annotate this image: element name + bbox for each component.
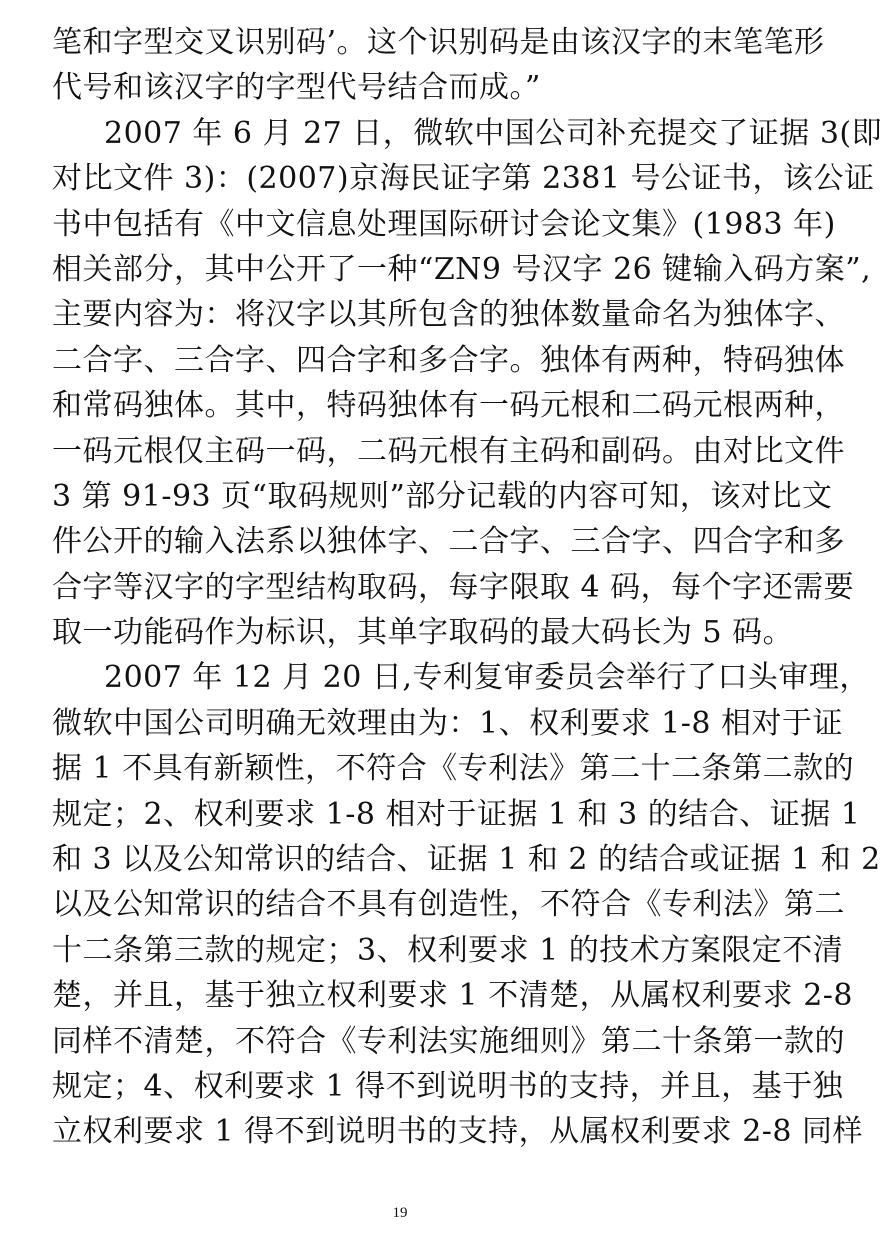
text-line: 以及公知常识的结合不具有创造性，不符合《专利法》第二	[52, 887, 845, 923]
text-line: 对比文件 3)：(2007)京海民证字第 2381 号公证书，该公证	[52, 161, 875, 197]
text-line: 同样不清楚，不符合《专利法实施细则》第二十条第一款的	[52, 1023, 845, 1059]
text-line: 楚，并且，基于独立权利要求 1 不清楚，从属权利要求 2-8	[52, 978, 854, 1014]
text-line: 相关部分，其中公开了一种“ZN9 号汉字 26 键输入码方案”,	[52, 251, 872, 287]
text-line: 二合字、三合字、四合字和多合字。独体有两种，特码独体	[52, 342, 845, 378]
text-line: 件公开的输入法系以独体字、二合字、三合字、四合字和多	[52, 524, 845, 560]
text-line: 3 第 91-93 页“取码规则”部分记载的内容可知，该对比文	[52, 478, 833, 514]
text-line: 规定；2、权利要求 1-8 相对于证据 1 和 3 的结合、证据 1	[52, 796, 861, 832]
paragraph-start-line: 2007 年 12 月 20 日,专利复审委员会举行了口头审理，	[104, 660, 870, 696]
text-line: 规定；4、权利要求 1 得不到说明书的支持，并且，基于独	[52, 1068, 844, 1104]
text-line: 立权利要求 1 得不到说明书的支持，从属权利要求 2-8 同样	[52, 1114, 864, 1150]
text-line: 一码元根仅主码一码，二码元根有主码和副码。由对比文件	[52, 433, 845, 469]
text-line: 主要内容为：将汉字以其所包含的独体数量命名为独体字、	[52, 297, 845, 333]
text-line: 笔和字型交叉识别码’。这个识别码是由该汉字的末笔笔形	[52, 25, 825, 60]
text-line: 书中包括有《中文信息处理国际研讨会论文集》(1983 年)	[52, 206, 836, 242]
page-number: 19	[392, 1205, 408, 1221]
text-line: 据 1 不具有新颖性，不符合《专利法》第二十二条第二款的	[52, 751, 855, 787]
body-text	[52, 20, 882, 1155]
text-line: 合字等汉字的字型结构取码，每字限取 4 码，每个字还需要	[52, 569, 855, 605]
paragraph-start-line: 2007 年 6 月 27 日，微软中国公司补充提交了证据 3(即	[104, 115, 882, 151]
text-line: 微软中国公司明确无效理由为：1、权利要求 1-8 相对于证	[52, 705, 843, 741]
text-line: 代号和该汉字的字型代号结合而成。”	[52, 70, 541, 106]
text-line: 取一功能码作为标识，其单字取码的最大码长为 5 码。	[52, 615, 794, 651]
text-line: 和 3 以及公知常识的结合、证据 1 和 2 的结合或证据 1 和 2	[52, 842, 881, 878]
text-line: 十二条第三款的规定；3、权利要求 1 的技术方案限定不清	[52, 932, 844, 968]
text-line: 和常码独体。其中，特码独体有一码元根和二码元根两种，	[52, 388, 845, 424]
